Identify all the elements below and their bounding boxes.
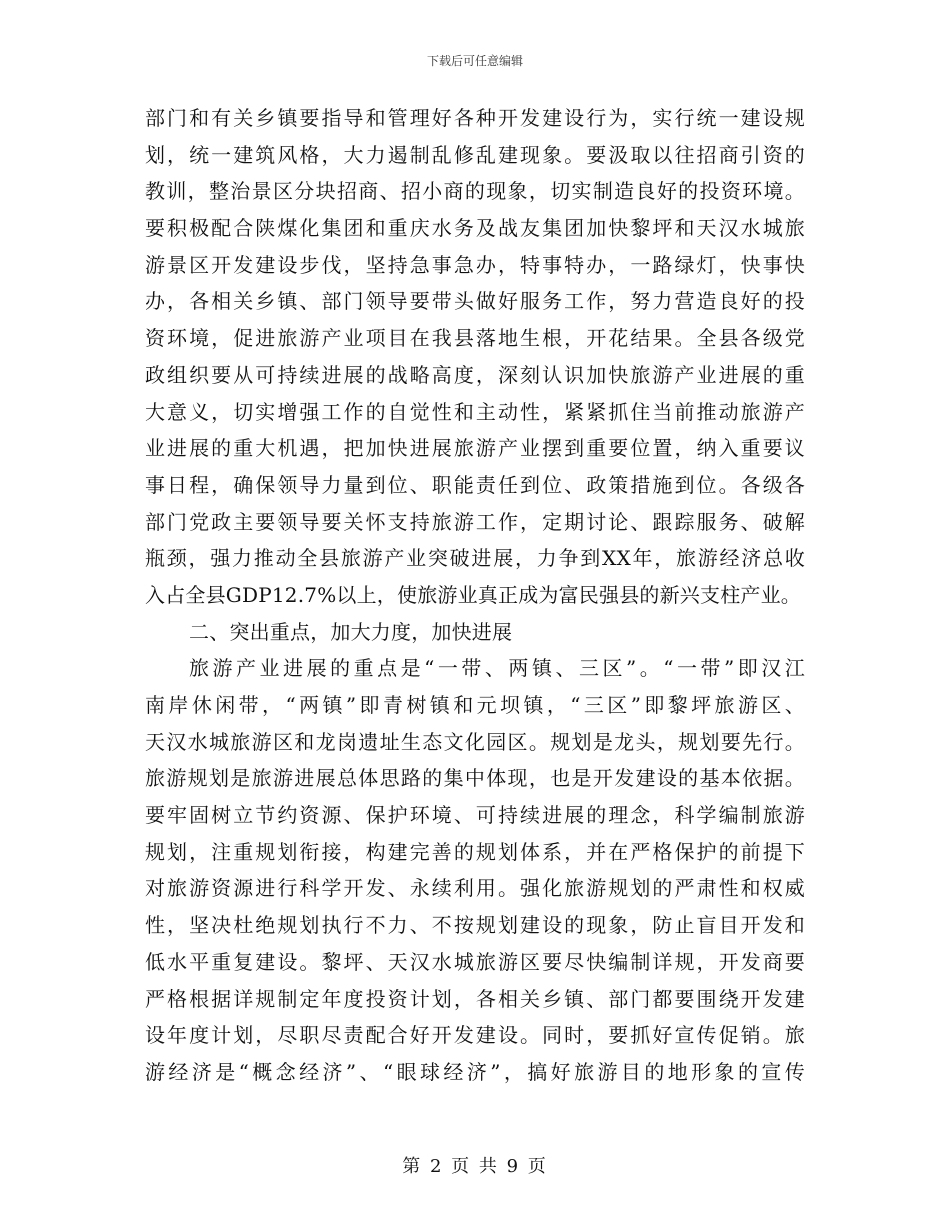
section-heading: 二、突出重点，加大力度，加快进展 [189, 619, 513, 644]
text-line: 低水平重复建设。黎坪、天汉水城旅游区要尽快编制详规，开发商要 [145, 949, 805, 974]
text-line: 事日程，确保领导力量到位、职能责任到位、政策措施到位。各级各 [145, 472, 805, 497]
text-line: 南岸休闲带，“两镇”即青树镇和元坝镇，“三区”即黎坪旅游区、 [145, 693, 805, 717]
text-line: 入占全县GDP12.7%以上，使旅游业真正成为富民强县的新兴支柱产业。 [145, 582, 802, 607]
text-line: 办，各相关乡镇、部门领导要带头做好服务工作，努力营造良好的投 [145, 289, 805, 314]
text-line: 严格根据详规制定年度投资计划，各相关乡镇、部门都要围绕开发建 [145, 986, 805, 1011]
text-line: 部门和有关乡镇要指导和管理好各种开发建设行为，实行统一建设规 [145, 106, 805, 130]
text-line: 游经济是“概念经济”、“眼球经济”，搞好旅游目的地形象的宣传 [145, 1059, 805, 1084]
text-line: 天汉水城旅游区和龙岗遗址生态文化园区。规划是龙头，规划要先行。 [145, 729, 805, 754]
page-header: 下载后可任意编辑 [426, 54, 523, 68]
text-line: 旅游产业进展的重点是“一带、两镇、三区”。“一带”即汉江 [189, 656, 805, 681]
text-line: 划，统一建筑风格，大力遏制乱修乱建现象。要汲取以往招商引资的 [145, 142, 805, 167]
text-line: 游景区开发建设步伐，坚持急事急办，特事特办，一路绿灯，快事快 [145, 252, 805, 277]
text-line: 旅游规划是旅游进展总体思路的集中体现，也是开发建设的基本依据。 [145, 766, 805, 791]
text-line: 规划，注重规划衔接，构建完善的规划体系，并在严格保护的前提下 [145, 839, 805, 864]
text-line: 要积极配合陕煤化集团和重庆水务及战友集团加快黎坪和天汉水城旅 [145, 216, 805, 241]
text-line: 瓶颈，强力推动全县旅游产业突破进展，力争到XX年，旅游经济总收 [145, 546, 805, 571]
text-line: 业进展的重大机遇，把加快进展旅游产业摆到重要位置，纳入重要议 [145, 436, 805, 461]
document-body [145, 100, 805, 1091]
text-line: 大意义，切实增强工作的自觉性和主动性，紧紧抓住当前推动旅游产 [145, 399, 805, 424]
text-line: 要牢固树立节约资源、保护环境、可持续进展的理念，科学编制旅游 [145, 803, 805, 828]
text-line: 对旅游资源进行科学开发、永续利用。强化旅游规划的严肃性和权威 [145, 876, 805, 901]
text-line: 部门党政主要领导要关怀支持旅游工作，定期讨论、跟踪服务、破解 [145, 509, 805, 534]
text-line: 性，坚决杜绝规划执行不力、不按规划建设的现象，防止盲目开发和 [145, 913, 805, 938]
text-line: 资环境，促进旅游产业项目在我县落地生根，开花结果。全县各级党 [145, 326, 805, 351]
text-line: 政组织要从可持续进展的战略高度，深刻认识加快旅游产业进展的重 [145, 362, 805, 387]
text-line: 教训，整治景区分块招商、招小商的现象，切实制造良好的投资环境。 [145, 179, 805, 204]
text-line: 设年度计划，尽职尽责配合好开发建设。同时，要抓好宣传促销。旅 [145, 1023, 805, 1048]
page-number: 第 2 页 共 9 页 [402, 1156, 548, 1177]
